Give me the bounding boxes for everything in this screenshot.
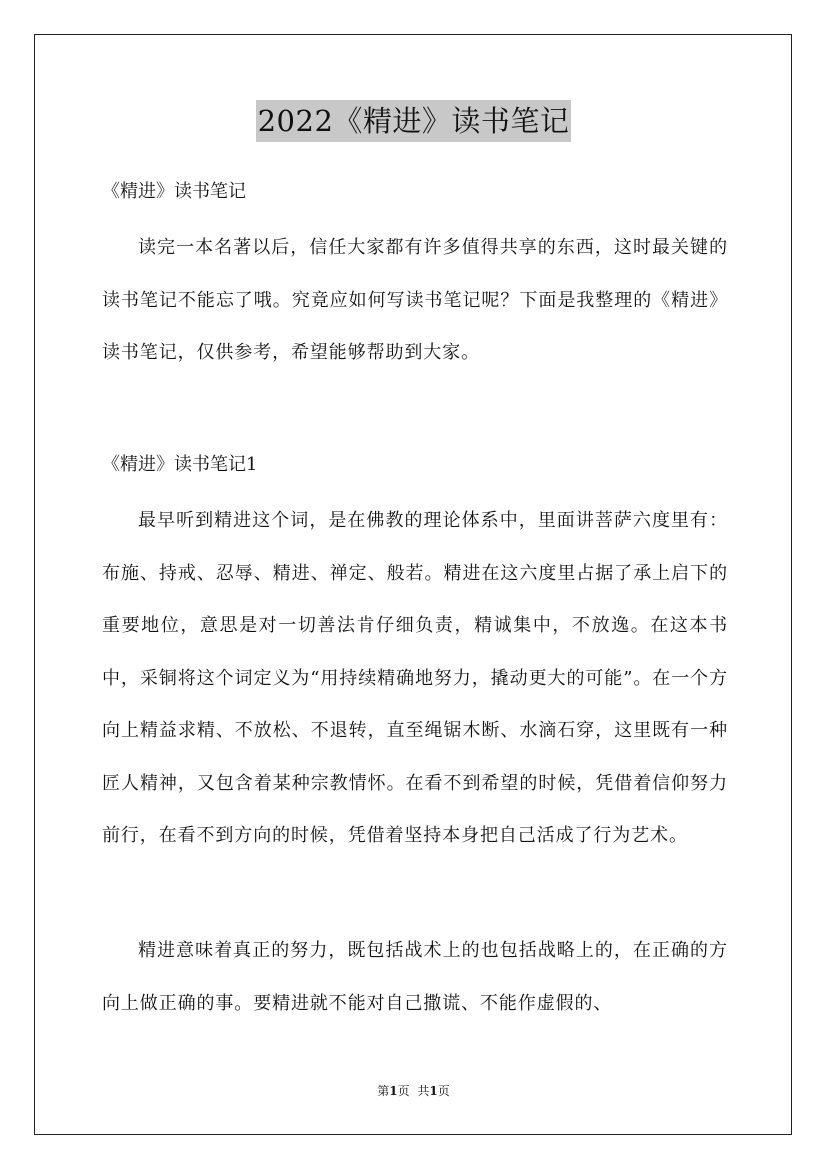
footer-page-total: 1	[429, 1084, 438, 1098]
title-container	[0, 100, 827, 142]
document-subtitle: 《精进》读书笔记	[102, 181, 246, 202]
section-heading: 《精进》读书笔记1	[102, 454, 258, 475]
document-title: 2022《精进》读书笔记	[256, 100, 572, 142]
footer-total-prefix: 共	[417, 1084, 430, 1098]
footer-page-prefix: 第	[377, 1084, 390, 1098]
footer-page-current: 1	[389, 1084, 398, 1098]
footer-page-suffix: 页	[397, 1084, 410, 1098]
footer-total-suffix: 页	[437, 1084, 450, 1098]
body-paragraph-2: 精进意味着真正的努力，既包括战术上的也包括战略上的，在正确的方向上做正确的事。要精进就不能对自己撒谎、不能作虚假的、	[102, 940, 728, 1014]
page-footer	[0, 1083, 827, 1099]
body-paragraph-1: 最早听到精进这个词，是在佛教的理论体系中，里面讲菩萨六度里有：布施、持戒、忍辱、精进、禅定、般若。精进在这六度里占据了承上启下的重要地位，意思是对一切善法肯仔细负责，精诚集中，不放逸。在这本书中，采铜将这个词定义为“用持续精确地努力，撬动更大的可能”。在一个方向上精益求精、不放松、不退转，直至绳锯木断、水滴石穿，这里既有一种匠人精神，又包含着某种宗教情怀。在看不到希望的时候，凭借着信仰努力前行，在看不到方向的时候，凭借着坚持本身把自己活成了行为艺术。	[102, 510, 728, 846]
intro-paragraph: 读完一本名著以后，信任大家都有许多值得共享的东西，这时最关键的读书笔记不能忘了哦。究竟应如何写读书笔记呢？下面是我整理的《精进》读书笔记，仅供参考，希望能够帮助到大家。	[102, 237, 728, 363]
